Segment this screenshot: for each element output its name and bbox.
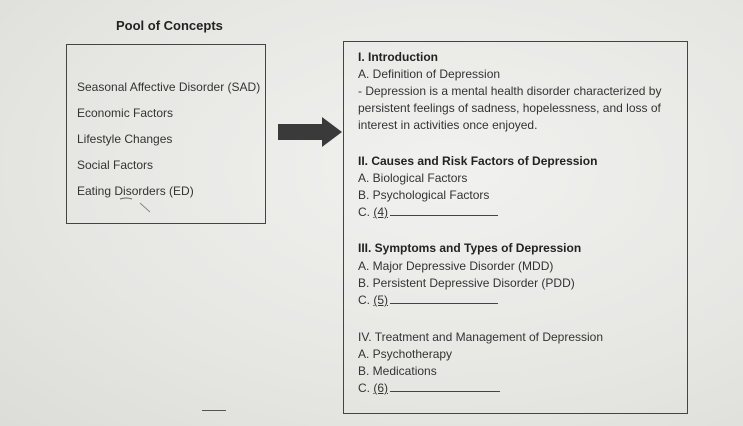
section-3-item-b: B. Persistent Depressive Disorder (PDD) [358,276,575,290]
pool-item-social: Social Factors [77,158,154,172]
section-2-item-b: B. Psychological Factors [358,188,490,202]
pool-item-eating: Eating Disorders (ED) [77,184,194,198]
pool-item-economic: Economic Factors [77,106,174,120]
blank-6 [358,381,500,395]
section-4-item-a: A. Psychotherapy [358,347,453,361]
outline-box [343,41,688,414]
pool-title: Pool of Concepts [116,18,223,33]
blank-4-number: (4) [373,205,389,219]
section-1-heading: I. Introduction [358,50,438,64]
pool-item-lifestyle: Lifestyle Changes [77,132,173,146]
blank-5-number: (5) [373,293,389,307]
definition-line-2: persistent feelings of sadness, hopelessness, and loss of [358,101,661,115]
definition-line-3: interest in activities once enjoyed. [358,118,538,132]
pool-item-sad: Seasonal Affective Disorder (SAD) [77,80,261,94]
blank-4 [358,205,498,219]
blank-6-number: (6) [373,381,389,395]
blank-6-prefix: C. [358,381,370,395]
stray-mark [202,410,226,411]
pencil-mark [118,195,158,217]
section-3-heading: III. Symptoms and Types of Depression [358,241,582,255]
blank-4-line [390,215,498,216]
section-3-item-a: A. Major Depressive Disorder (MDD) [358,259,554,273]
concept-pool-box [66,44,266,224]
section-2-heading: II. Causes and Risk Factors of Depression [358,154,598,168]
section-2-item-a: A. Biological Factors [358,171,468,185]
blank-5-line [390,303,498,304]
blank-5-prefix: C. [358,293,370,307]
blank-6-line [390,391,500,392]
section-4-heading: IV. Treatment and Management of Depression [358,330,604,344]
section-1-item-a: A. Definition of Depression [358,67,501,81]
definition-line-1: - Depression is a mental health disorder characterized by [358,84,662,98]
blank-4-prefix: C. [358,205,370,219]
section-4-item-b: B. Medications [358,364,437,378]
right-arrow-icon [278,117,342,147]
blank-5 [358,293,498,307]
